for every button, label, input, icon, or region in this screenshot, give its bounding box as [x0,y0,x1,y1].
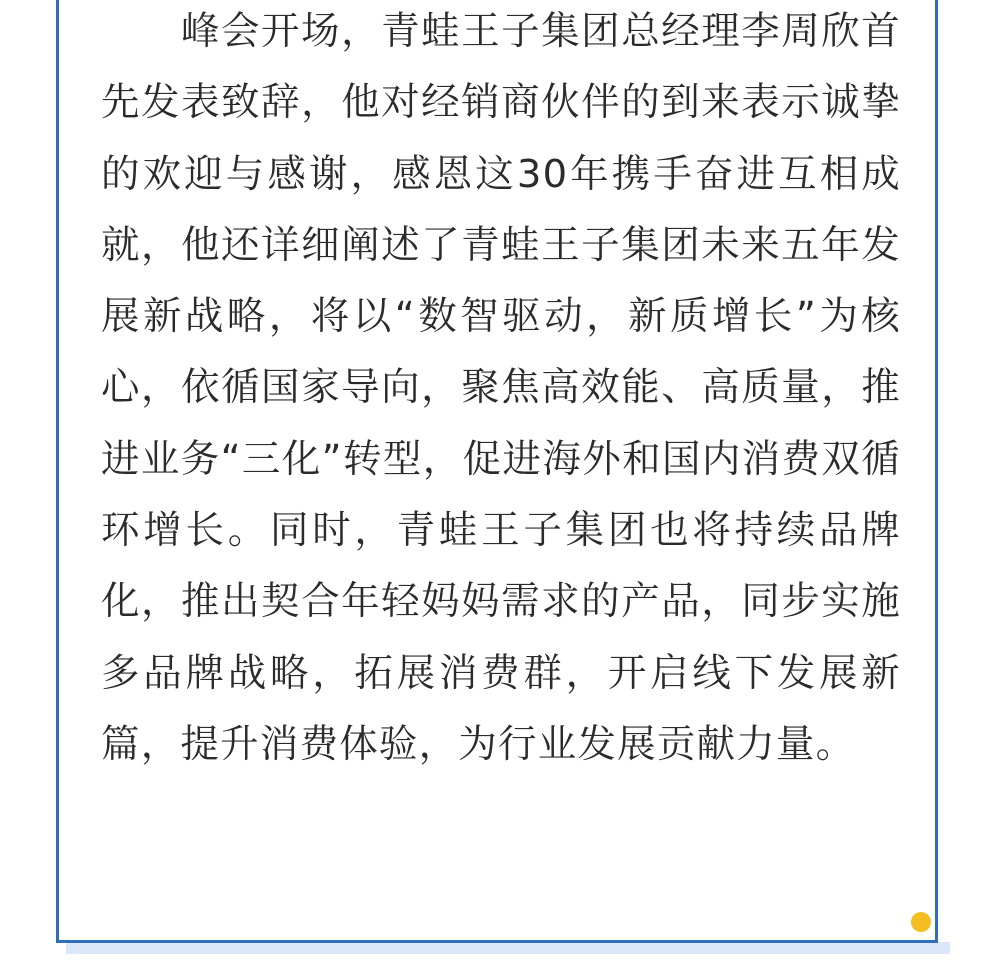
article-card [56,0,938,943]
decorative-dot [911,912,931,932]
card-shadow [66,942,950,954]
article-paragraph: 峰会开场，青蛙王子集团总经理李周欣首先发表致辞，他对经销商伙伴的到来表示诚挚的欢迎与感谢，感恩这30年携手奋进互相成就，他还详细阐述了青蛙王子集团未来五年发展新战略，将以“数智驱动，新质增长”为核心，依循国家导向，聚焦高效能、高质量，推进业务“三化”转型，促进海外和国内消费双循环增长。同时，青蛙王子集团也将持续品牌化，推出契合年轻妈妈需求的产品，同步实施多品牌战略，拓展消费群，开启线下发展新篇，提升消费体验，为行业发展贡献力量。 [101,9,901,767]
